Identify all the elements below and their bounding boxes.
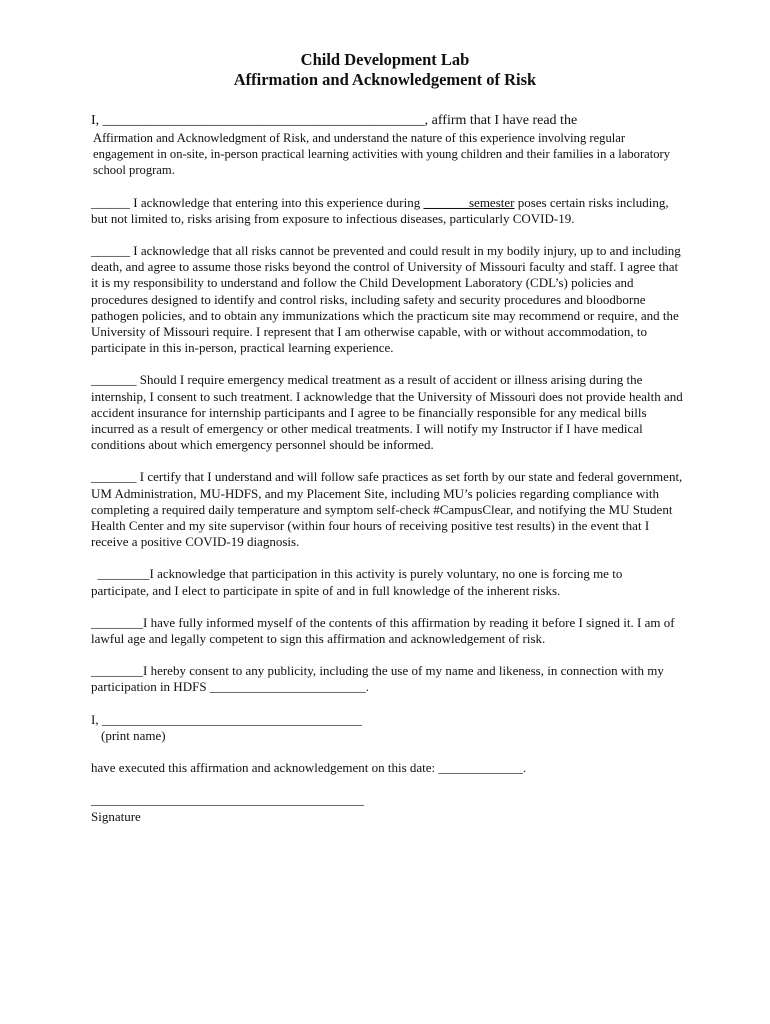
acknowledgement-voluntary: ________I acknowledge that participation in this activity is purely voluntary, no one is forcing me to participate, and I elect to participate in spite of and in full knowledge of the inherent risks.: [91, 566, 626, 598]
document-title: Child Development Lab: [300, 50, 470, 69]
signature-label: Signature: [91, 808, 141, 824]
acknowledgement-publicity: ________I hereby consent to any publicity, including the use of my name and likeness, in connection with my participation in HDFS ________________________.: [91, 663, 664, 695]
intro-name-line: I, ______________________________________________, affirm that I have read the: [91, 113, 578, 128]
acknowledgement-informed: ________I have fully informed myself of the contents of this affirmation by reading it before I signed it. I am of lawful age and legally competent to sign this affirmation and acknowledgement of risk.: [91, 614, 675, 647]
print-name-label: (print name): [101, 727, 166, 743]
acknowledgement-medical-treatment: _______ Should I require emergency medical treatment as a result of accident or illness arising during the internship, I consent to such treatment. I acknowledge that the University of Missouri does not provide health and accident insurance for internship participants and I agree to be financially responsible for any medical bills incurred as a result of emergency or other medical treatments. I will notify my Instructor if I have medical conditions about which emergency personnel should be informed.: [91, 372, 683, 453]
document-subtitle: Affirmation and Acknowledgement of Risk: [233, 70, 537, 89]
signature-block: [91, 792, 683, 824]
acknowledgement-covid-risk: [91, 195, 683, 227]
title-block: [0, 50, 770, 90]
execution-date-line: have executed this affirmation and acknowledgement on this date: _____________.: [91, 760, 527, 776]
intro-statement: Affirmation and Acknowledgment of Risk, and understand the nature of this experience involving regular engagement in on-site, in-person practical learning activities with young children and their families in a laboratory school program.: [93, 131, 671, 178]
p1-text-end: poses certain risks including, but not limited to, risks arising from exposure to infectious diseases, particularly COVID-19.: [91, 194, 669, 226]
signature-line: __________________________________________: [91, 792, 364, 808]
document-body: [91, 112, 683, 825]
print-name-line: I, ________________________________________: [91, 711, 362, 727]
acknowledgement-assume-risks: ______ I acknowledge that all risks cannot be prevented and could result in my bodily injury, up to and including death, and agree to assume those risks beyond the control of University of Missouri faculty and staff. I agree that it is my responsibility to understand and follow the Child Development Laboratory (CDL’s) policies and procedures designed to identify and control risks, including safety and security procedures and bloodborne pathogen policies, and to obtain any immunizations which the practicum site may recommend or require, and the University of Missouri require. I represent that I am otherwise capable, with or without accommodation, to participate in this in-person, practical learning experience.: [91, 243, 681, 356]
semester-blank: _______semester: [423, 194, 515, 210]
p1-text-start: ______ I acknowledge that entering into this experience during: [91, 194, 424, 210]
print-name-block: [91, 712, 683, 744]
acknowledgement-safe-practices: _______ I certify that I understand and will follow safe practices as set forth by our state and federal government, UM Administration, MU-HDFS, and my Placement Site, including MU’s policies regarding compliance with completing a required daily temperature and symptom self-check #CampusClear, and notifying the MU Student Health Center and my site supervisor (within four hours of receiving positive test results) in the event that I receive a positive COVID-19 diagnosis.: [91, 469, 683, 550]
